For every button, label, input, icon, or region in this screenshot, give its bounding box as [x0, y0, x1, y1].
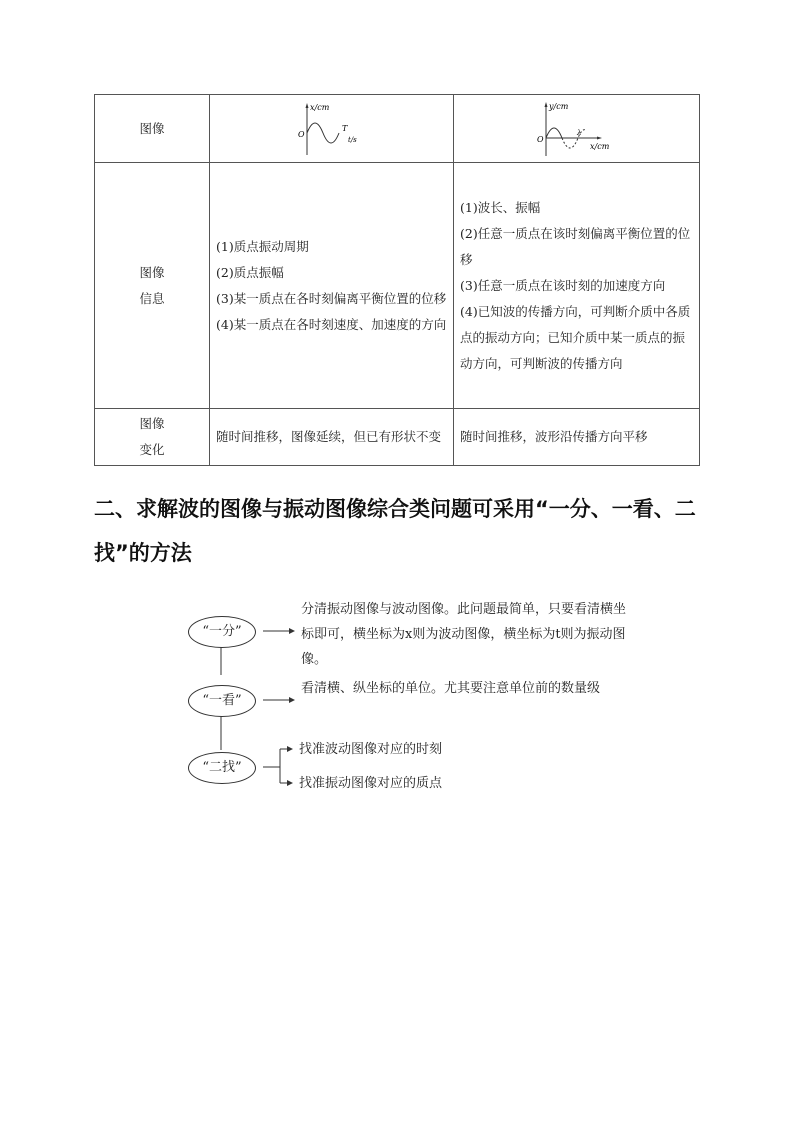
info-item: (4)某一质点在各时刻速度、加速度的方向: [216, 316, 447, 332]
wave-curve-dashed: [562, 129, 586, 147]
section-heading: 二、求解波的图像与振动图像综合类问题可采用“一分、一看、二找”的方法: [94, 497, 696, 565]
row-label-line: 信息: [139, 290, 165, 306]
wave-ylabel: y/cm: [548, 101, 568, 111]
vibration-change-cell: 随时间推移，图像延续，但已有形状不变: [210, 409, 454, 466]
info-item: (1)质点振动周期: [216, 238, 309, 254]
row-label-info: [95, 163, 210, 409]
row-label-line: 图像: [139, 416, 165, 431]
table-row-graph: [95, 95, 700, 163]
arrow-head: [289, 697, 295, 703]
method-diagram: [180, 590, 650, 800]
vib-tick-label: T: [341, 123, 347, 133]
wave-tick-label: λ: [576, 128, 581, 137]
vib-origin: O: [297, 129, 305, 139]
step2-oval: “一看”: [188, 685, 256, 717]
vibration-info-cell: [210, 163, 454, 409]
x-axis-arrow: [597, 136, 602, 139]
wave-change-cell: 随时间推移，波形沿传播方向平移: [454, 409, 700, 466]
info-item: (2)任意一质点在该时刻偏离平衡位置的位移: [460, 225, 691, 267]
wave-curve-solid: [546, 128, 562, 138]
table-row-change: [95, 409, 700, 466]
info-item: (3)某一质点在各时刻偏离平衡位置的位移: [216, 290, 447, 306]
step2-text: 看清横、纵坐标的单位。尤其要注意单位前的数量级: [301, 681, 601, 696]
step1-oval: “一分”: [188, 616, 256, 648]
step3-text-b: 找准振动图像对应的质点: [299, 776, 443, 791]
info-item: (1)波长、振幅: [460, 199, 541, 215]
vibration-graph-cell: [210, 95, 454, 163]
info-item: (2)质点振幅: [216, 264, 284, 280]
wave-graph-cell: [454, 95, 700, 163]
step3-oval: “二找”: [188, 752, 256, 784]
info-item: (4)已知波的传播方向，可判断介质中各质点的振动方向；已知介质中某一质点的振动方向，可判断波的传播方向: [460, 303, 691, 371]
vib-ylabel: x/cm: [309, 102, 329, 112]
y-axis-arrow: [305, 103, 308, 108]
vibration-curve: [307, 123, 339, 143]
wave-origin: O: [536, 134, 544, 144]
arrow-head: [289, 628, 295, 634]
row-label-line: 图像: [139, 264, 165, 280]
arrow-head: [287, 746, 293, 752]
wave-xlabel: x/cm: [589, 141, 609, 151]
row-label-line: 变化: [139, 442, 165, 457]
vib-xlabel: t/s: [347, 135, 357, 144]
row-label-graph: 图像: [95, 95, 210, 163]
wave-info-cell: [454, 163, 700, 409]
vibration-graph: [295, 101, 369, 157]
wave-graph: [534, 100, 620, 158]
step1-text: 分清振动图像与波动图像。此问题最简单，只要看清横坐标即可，横坐标为x则为波动图像，横坐标为t则为振动图像。: [301, 602, 627, 667]
info-item: (3)任意一质点在该时刻的加速度方向: [460, 277, 666, 293]
y-axis-arrow: [544, 102, 547, 107]
comparison-table: [94, 94, 700, 466]
arrow-head: [287, 780, 293, 786]
table-row-info: [95, 163, 700, 409]
step3-text-a: 找准波动图像对应的时刻: [299, 742, 443, 757]
row-label-change: [95, 409, 210, 466]
